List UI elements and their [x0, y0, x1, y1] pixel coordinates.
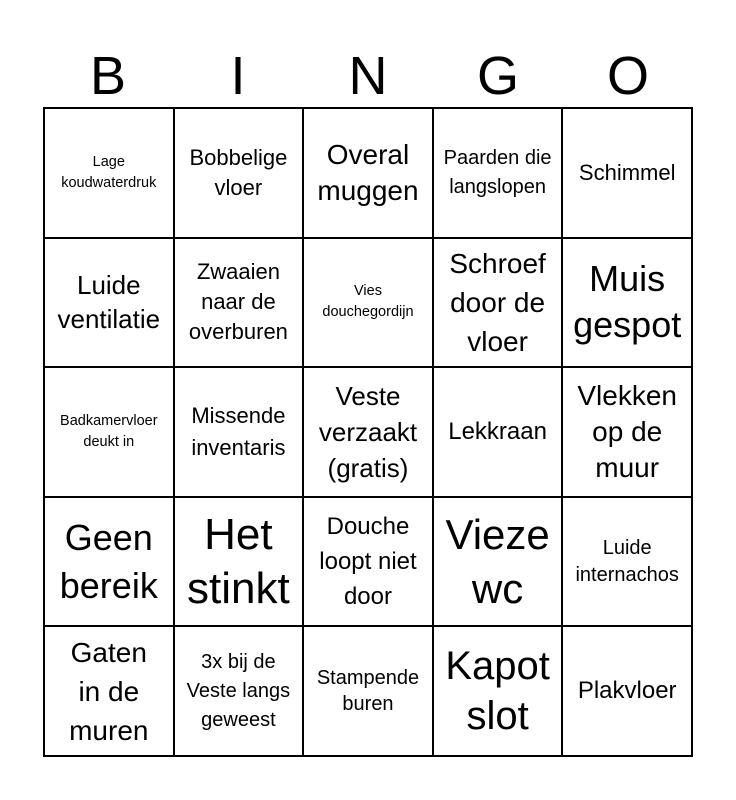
cell-text: Schroef door de vloer — [449, 247, 546, 357]
bingo-card — [43, 107, 693, 757]
cell-text: Veste verzaakt (gratis) — [318, 380, 418, 483]
cell-text: Lage koudwaterdruk — [61, 153, 157, 191]
cell-text: Stampende buren — [316, 667, 420, 716]
cell-text: Schimmel — [578, 159, 676, 185]
cell-text: Douche loopt niet door — [319, 513, 417, 611]
bingo-cell[interactable] — [433, 367, 563, 497]
cell-text: Muis gespot — [573, 258, 682, 346]
bingo-cell[interactable] — [433, 238, 563, 368]
cell-text: Vieze wc — [445, 510, 550, 612]
bingo-cell[interactable] — [303, 626, 433, 756]
cell-text: Plakvloer — [577, 677, 677, 705]
bingo-cell[interactable] — [44, 497, 174, 627]
bingo-cell[interactable] — [174, 238, 304, 368]
cell-text: Zwaaien naar de overburen — [188, 259, 288, 345]
bingo-cell[interactable] — [562, 497, 692, 627]
bingo-cell[interactable] — [433, 108, 563, 238]
cell-text: Het stinkt — [187, 509, 290, 613]
bingo-cell[interactable] — [562, 238, 692, 368]
cell-text: Lekkraan — [448, 417, 547, 445]
cell-text: Luide ventilatie — [57, 270, 161, 335]
cell-text: Missende inventaris — [191, 402, 286, 460]
bingo-cell[interactable] — [303, 497, 433, 627]
bingo-cell[interactable] — [44, 108, 174, 238]
cell-text: Vlekken op de muur — [577, 379, 677, 483]
bingo-cell[interactable] — [44, 626, 174, 756]
bingo-header — [43, 44, 693, 108]
bingo-cell[interactable] — [303, 108, 433, 238]
bingo-cell[interactable] — [44, 238, 174, 368]
cell-text: 3x bij de Veste langs geweest — [186, 650, 291, 731]
bingo-cell[interactable] — [174, 497, 304, 627]
bingo-cell[interactable] — [433, 626, 563, 756]
header-letter-o: O — [606, 46, 649, 106]
header-letter-n: N — [348, 46, 388, 106]
bingo-cell[interactable] — [174, 626, 304, 756]
bingo-cell[interactable] — [174, 108, 304, 238]
cell-text: Luide internachos — [575, 536, 679, 586]
cell-text: Gaten in de muren — [69, 636, 149, 746]
cell-text: Geen bereik — [59, 516, 158, 606]
cell-text: Bobbelige vloer — [189, 144, 288, 200]
bingo-cell[interactable] — [303, 367, 433, 497]
header-letter-i: I — [230, 46, 246, 106]
header-letter-g: G — [476, 46, 519, 106]
cell-text: Vies douchegordijn — [322, 283, 414, 321]
bingo-cell[interactable] — [562, 108, 692, 238]
cell-text: Paarden die langslopen — [443, 146, 552, 198]
bingo-cell[interactable] — [174, 367, 304, 497]
bingo-cell[interactable] — [562, 626, 692, 756]
cell-text: Badkamervloer deukt in — [60, 412, 158, 450]
bingo-cell[interactable] — [44, 367, 174, 497]
cell-text: Kapot slot — [445, 644, 550, 739]
bingo-cell[interactable] — [433, 497, 563, 627]
bingo-cell[interactable] — [303, 238, 433, 368]
header-letter-b: B — [89, 46, 127, 106]
cell-text: Overal muggen — [317, 138, 419, 206]
bingo-cell[interactable] — [562, 367, 692, 497]
